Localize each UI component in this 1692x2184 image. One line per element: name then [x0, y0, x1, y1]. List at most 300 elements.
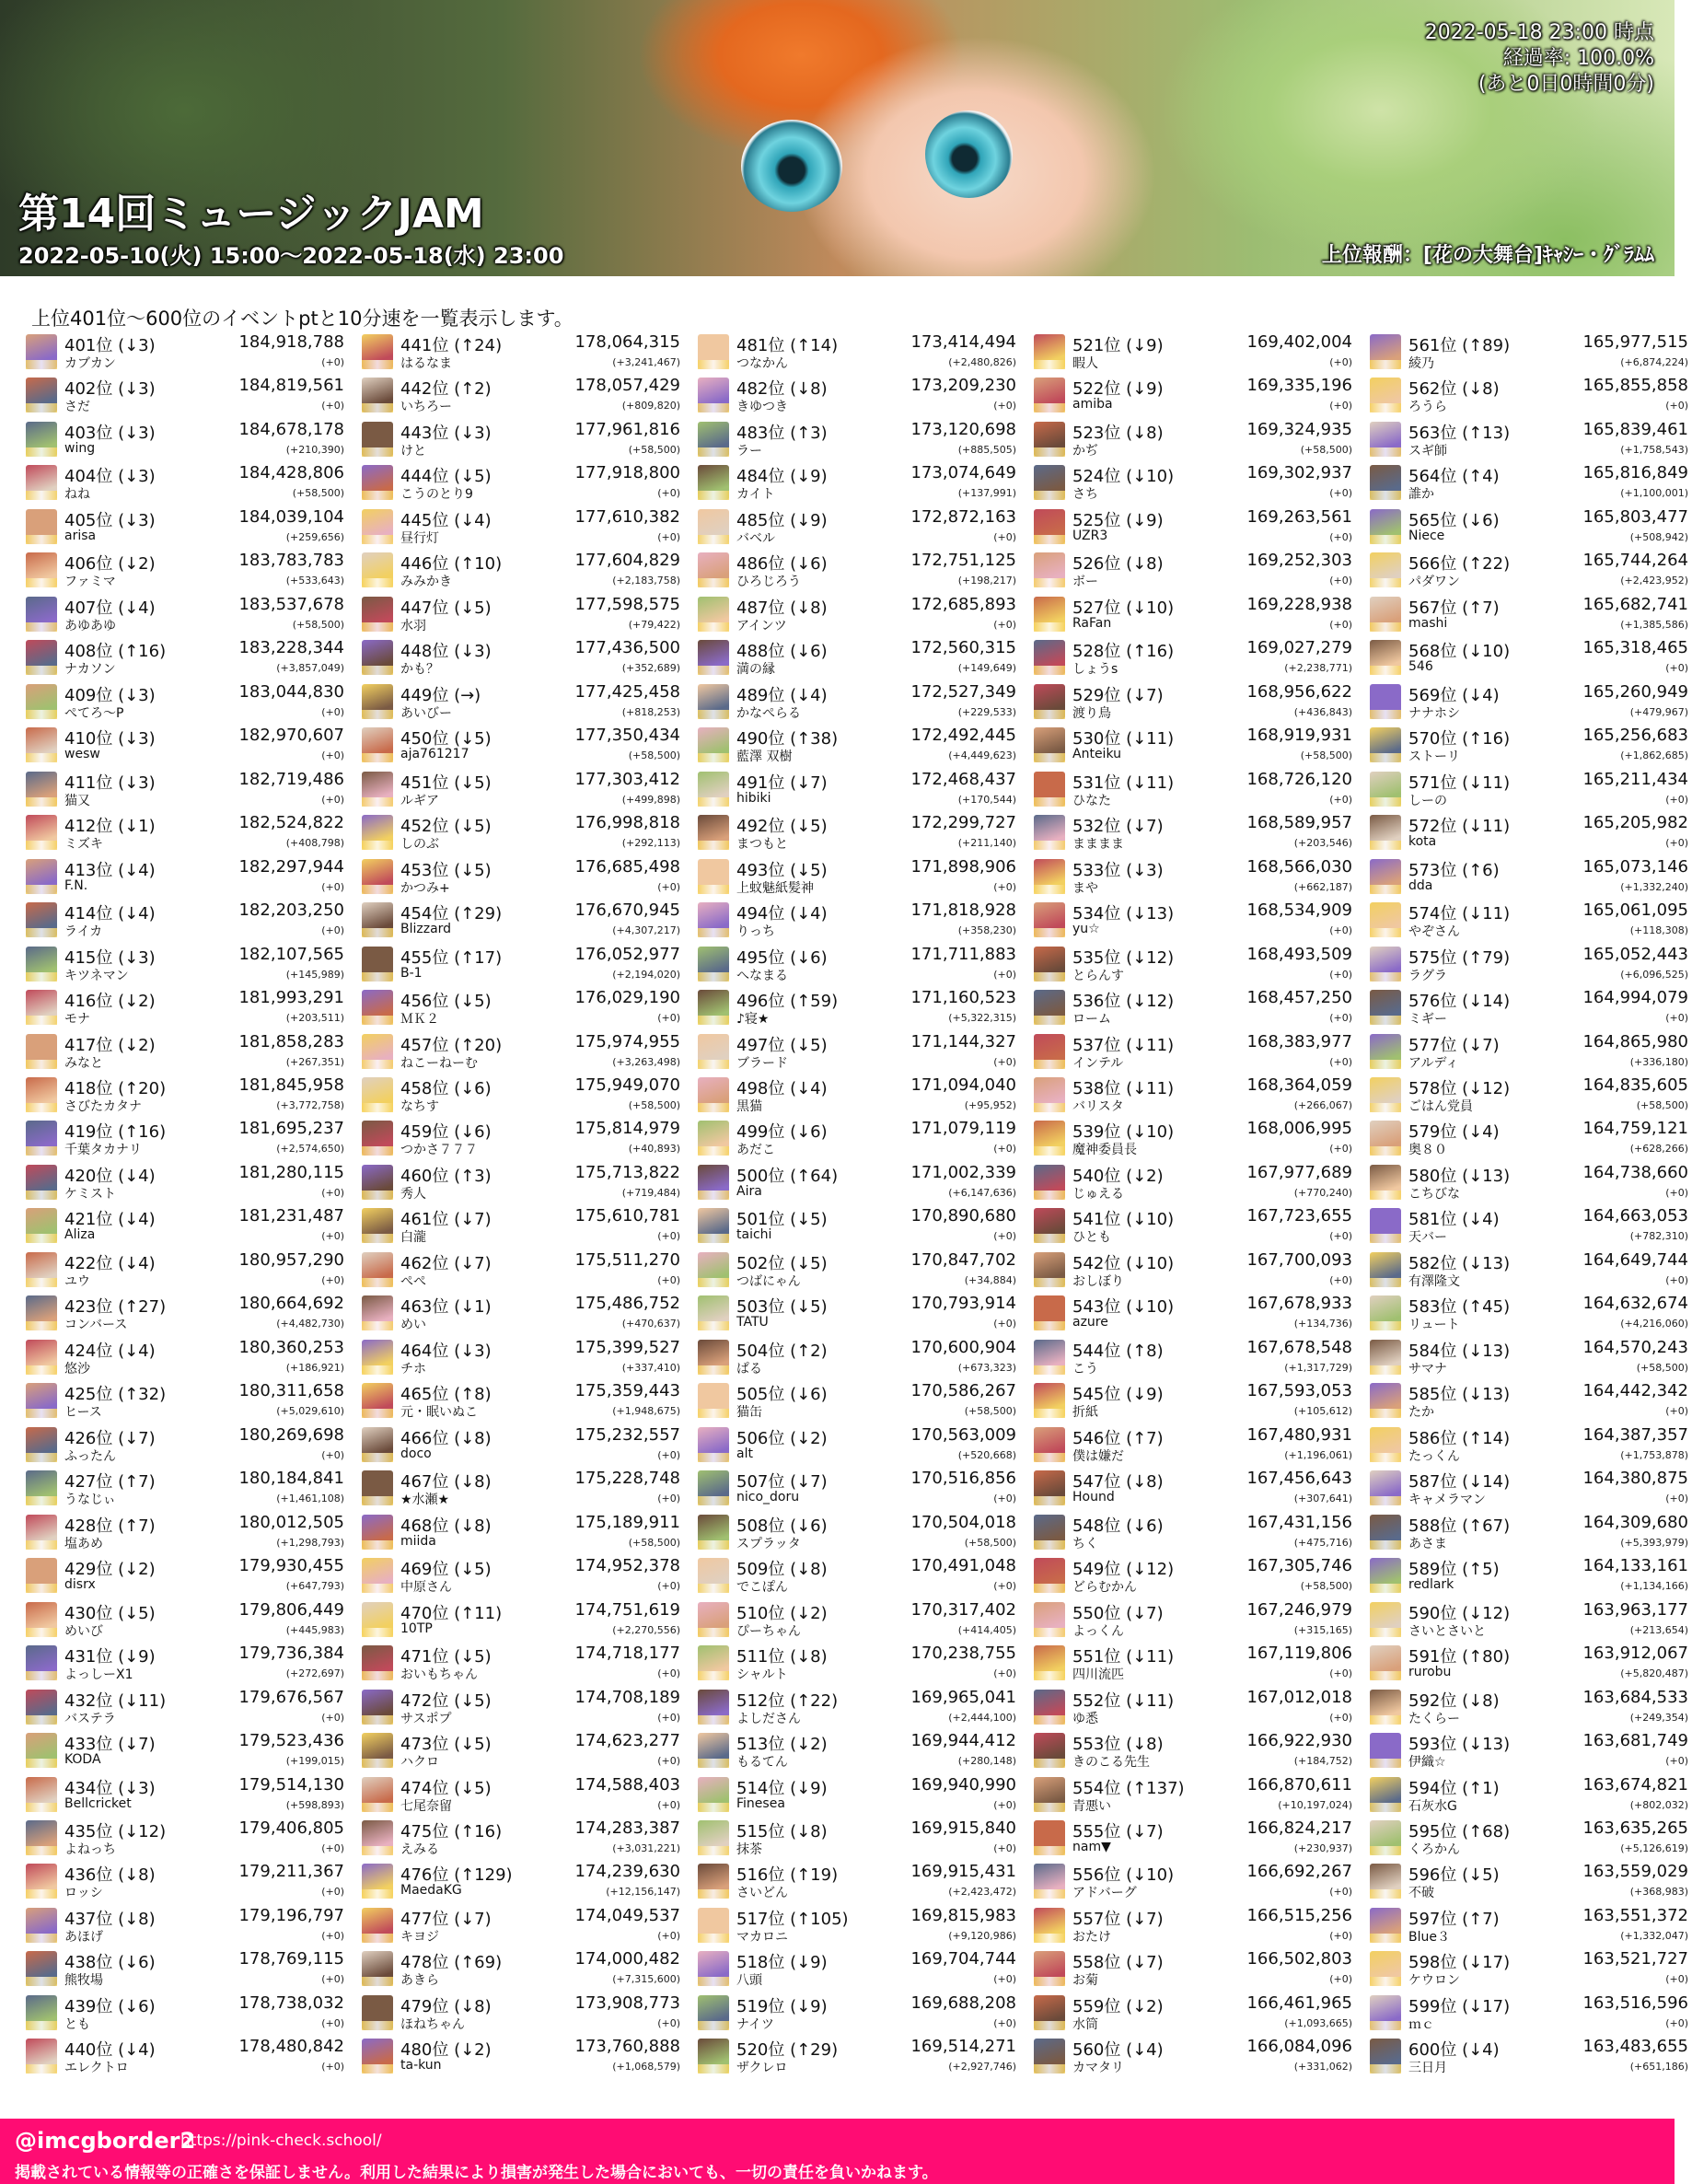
producer-name: Niece [1408, 528, 1445, 543]
producer-name: えみる [400, 1841, 439, 1857]
producer-name: 不破 [1408, 1886, 1434, 1901]
footer-url[interactable]: https://pink-check.school/ [180, 2132, 382, 2150]
ten-min-speed: (+266,067) [1293, 1098, 1352, 1111]
event-points: 176,052,977 [574, 944, 680, 964]
rank-label: 454位 (↑29) [400, 904, 503, 924]
event-points: 172,492,445 [910, 726, 1016, 746]
event-points: 182,203,250 [238, 900, 344, 921]
producer-name: MaedaKG [400, 1883, 462, 1899]
ten-min-speed: (+598,893) [285, 1798, 344, 1811]
event-points: 182,970,607 [238, 726, 344, 746]
rank-label: 496位 (↑59) [736, 992, 839, 1012]
ranking-row [1368, 1468, 1692, 1508]
ten-min-speed: (+12,156,147) [606, 1886, 680, 1899]
ten-min-speed: (+0) [993, 530, 1016, 543]
producer-name: 奥８０ [1408, 1143, 1447, 1158]
ten-min-speed: (+4,482,730) [276, 1318, 344, 1330]
ranking-row [696, 725, 1020, 765]
ranking-row [360, 419, 684, 459]
ranking-row [24, 375, 348, 415]
rank-label: 447位 (↓5) [400, 598, 492, 618]
producer-name: スプラッタ [736, 1536, 801, 1551]
event-points: 175,974,955 [574, 1031, 680, 1051]
event-points: 170,847,702 [910, 1249, 1016, 1270]
event-points: 175,949,070 [574, 1075, 680, 1095]
ranking-row [360, 1643, 684, 1683]
event-points: 184,819,561 [238, 376, 344, 396]
producer-name: シャルト [736, 1667, 788, 1683]
rank-label: 510位 (↓2) [736, 1603, 828, 1623]
ranking-row [1368, 812, 1692, 853]
producer-name: こう [1072, 1361, 1098, 1377]
ten-min-speed: (+1,332,240) [1620, 880, 1688, 893]
rank-label: 589位 (↑5) [1408, 1560, 1500, 1580]
producer-name: ナナホシ [1408, 705, 1460, 721]
ranking-row [1368, 1818, 1692, 1858]
rank-label: 578位 (↓12) [1408, 1078, 1511, 1098]
rank-label: 577位 (↓7) [1408, 1035, 1500, 1055]
ten-min-speed: (+280,148) [957, 1755, 1016, 1768]
event-points: 184,918,788 [238, 332, 344, 352]
ranking-row [360, 1424, 684, 1465]
event-points: 180,269,698 [238, 1424, 344, 1445]
rank-label: 483位 (↑3) [736, 423, 828, 443]
producer-name: 猫又 [64, 793, 90, 808]
ranking-row [360, 1555, 684, 1596]
rank-label: 554位 (↑137) [1072, 1778, 1185, 1798]
rank-label: 423位 (↑27) [64, 1297, 167, 1318]
event-points: 165,855,858 [1582, 376, 1688, 396]
avatar [1034, 772, 1065, 807]
avatar [1034, 1034, 1065, 1069]
avatar [1370, 684, 1401, 719]
ranking-row [24, 1861, 348, 1901]
avatar [1370, 1252, 1401, 1287]
rank-label: 600位 (↓4) [1408, 2040, 1500, 2061]
rank-label: 504位 (↑2) [736, 1341, 828, 1361]
avatar [362, 1427, 393, 1462]
ten-min-speed: (+0) [1665, 793, 1688, 806]
event-points: 179,406,805 [238, 1818, 344, 1838]
ranking-row [360, 944, 684, 984]
producer-name: ごはん党員 [1408, 1098, 1473, 1114]
avatar [698, 727, 729, 762]
avatar [1370, 772, 1401, 807]
avatar [26, 1340, 57, 1375]
event-points: 175,511,270 [574, 1249, 680, 1270]
producer-name: RaFan [1072, 615, 1112, 631]
producer-name: ちく [1072, 1536, 1098, 1551]
avatar [698, 1820, 729, 1855]
avatar [26, 815, 57, 850]
ten-min-speed: (+651,186) [1629, 2061, 1688, 2074]
ranking-row [696, 419, 1020, 459]
rank-label: 582位 (↓13) [1408, 1253, 1511, 1273]
ranking-row [696, 1162, 1020, 1202]
event-points: 164,738,660 [1582, 1162, 1688, 1182]
producer-name: ta-kun [400, 2058, 442, 2074]
producer-name: Aliza [64, 1227, 96, 1243]
avatar [26, 990, 57, 1025]
ten-min-speed: (+520,668) [957, 1448, 1016, 1461]
rank-label: 427位 (↑7) [64, 1472, 156, 1493]
ten-min-speed: (+436,843) [1293, 705, 1352, 718]
ten-min-speed: (+267,351) [285, 1055, 344, 1068]
ten-min-speed: (+0) [993, 1798, 1016, 1811]
producer-name: 千葉タカナリ [64, 1143, 142, 1158]
rank-label: 513位 (↓2) [736, 1735, 828, 1755]
ranking-row [1032, 681, 1356, 722]
ten-min-speed: (+0) [1329, 1273, 1352, 1286]
rank-label: 485位 (↓9) [736, 510, 828, 530]
ten-min-speed: (+0) [1329, 1711, 1352, 1724]
character-eye-right [925, 110, 1013, 198]
ranking-row [360, 1075, 684, 1115]
avatar [1034, 1690, 1065, 1725]
rank-label: 406位 (↓2) [64, 554, 156, 575]
producer-name: ミギー [1408, 1012, 1447, 1028]
producer-name: ラー [736, 443, 762, 459]
ranking-row [1032, 375, 1356, 415]
avatar [1370, 1034, 1401, 1069]
ten-min-speed: (+149,649) [957, 662, 1016, 675]
ten-min-speed: (+307,641) [1293, 1493, 1352, 1505]
avatar [1034, 597, 1065, 632]
ten-min-speed: (+5,322,315) [948, 1012, 1016, 1025]
producer-name: つばにゃん [736, 1273, 801, 1289]
ten-min-speed: (+0) [1329, 1230, 1352, 1243]
producer-name: しょうs [1072, 662, 1118, 678]
producer-name: サマナ [1408, 1361, 1447, 1377]
avatar [1370, 1295, 1401, 1330]
ranking-row [696, 1380, 1020, 1421]
event-points: 167,431,156 [1246, 1512, 1352, 1532]
avatar [26, 1121, 57, 1156]
event-points: 170,600,904 [910, 1337, 1016, 1357]
event-points: 164,380,875 [1582, 1469, 1688, 1489]
event-points: 167,700,093 [1246, 1249, 1352, 1270]
producer-name: あゆあゆ [64, 618, 116, 633]
avatar [362, 422, 393, 457]
ten-min-speed: (+0) [1665, 2016, 1688, 2029]
event-points: 174,623,277 [574, 1731, 680, 1751]
event-points: 184,678,178 [238, 419, 344, 439]
producer-name: ＭＫ２ [400, 1012, 439, 1028]
ten-min-speed: (+3,031,221) [612, 1841, 680, 1854]
rank-label: 597位 (↑7) [1408, 1909, 1500, 1929]
producer-name: amiba [1072, 397, 1113, 412]
event-points: 173,414,494 [910, 332, 1016, 352]
ten-min-speed: (+662,187) [1293, 880, 1352, 893]
ten-min-speed: (+0) [1329, 1929, 1352, 1942]
rank-label: 420位 (↓4) [64, 1166, 156, 1186]
ranking-row [696, 987, 1020, 1028]
producer-name: yu☆ [1072, 922, 1100, 937]
avatar [698, 1077, 729, 1112]
ranking-row [1368, 1249, 1692, 1290]
event-points: 175,228,748 [574, 1469, 680, 1489]
ranking-row [360, 331, 684, 372]
ranking-row [24, 769, 348, 809]
avatar [362, 1864, 393, 1899]
producer-name: こうのとり9 [400, 487, 473, 503]
footer-account[interactable]: @imcgborder2 [15, 2128, 196, 2154]
ten-min-speed: (+0) [1329, 1667, 1352, 1680]
ten-min-speed: (+184,752) [1293, 1755, 1352, 1768]
producer-name: あだこ [736, 1143, 775, 1158]
ranking-row [1368, 419, 1692, 459]
ten-min-speed: (+0) [1329, 1143, 1352, 1156]
producer-name: redlark [1408, 1577, 1454, 1593]
ten-min-speed: (+292,113) [621, 837, 680, 850]
ranking-row [696, 1075, 1020, 1115]
ranking-row [1368, 506, 1692, 547]
rank-label: 465位 (↑8) [400, 1385, 492, 1405]
ranking-row [360, 637, 684, 678]
producer-name: やぞさん [1408, 924, 1460, 940]
avatar [698, 1034, 729, 1069]
ranking-row [360, 1905, 684, 1946]
ranking-row [360, 1337, 684, 1377]
ten-min-speed: (+0) [1665, 1012, 1688, 1025]
event-points: 167,456,643 [1246, 1469, 1352, 1489]
event-points: 163,559,029 [1582, 1862, 1688, 1882]
event-points: 168,006,995 [1246, 1119, 1352, 1139]
rank-label: 539位 (↓10) [1072, 1122, 1175, 1143]
event-points: 168,493,509 [1246, 944, 1352, 964]
ten-min-speed: (+0) [657, 1230, 680, 1243]
event-points: 171,094,040 [910, 1075, 1016, 1095]
avatar [26, 859, 57, 894]
event-points: 180,664,692 [238, 1294, 344, 1314]
event-points: 168,919,931 [1246, 726, 1352, 746]
ten-min-speed: (+331,062) [1293, 2061, 1352, 2074]
ranking-row [696, 1818, 1020, 1858]
ten-min-speed: (+58,500) [1636, 1098, 1688, 1111]
rank-label: 411位 (↓3) [64, 773, 156, 793]
rank-label: 573位 (↑6) [1408, 860, 1500, 880]
ranking-row [696, 1948, 1020, 1989]
rank-label: 457位 (↑20) [400, 1035, 503, 1055]
event-points: 171,160,523 [910, 988, 1016, 1008]
ranking-row [1032, 1337, 1356, 1377]
event-points: 179,514,130 [238, 1774, 344, 1795]
ranking-row [696, 900, 1020, 940]
event-points: 174,952,378 [574, 1556, 680, 1576]
producer-name: ザクレロ [736, 2061, 788, 2076]
event-points: 166,824,217 [1246, 1818, 1352, 1838]
rank-label: 508位 (↓6) [736, 1516, 828, 1536]
rank-label: 530位 (↓11) [1072, 729, 1175, 749]
event-points: 166,515,256 [1246, 1905, 1352, 1925]
producer-name: taichi [736, 1227, 772, 1243]
ten-min-speed: (+0) [321, 1929, 344, 1942]
ten-min-speed: (+0) [1665, 837, 1688, 850]
event-points: 170,238,755 [910, 1644, 1016, 1664]
producer-name: ♪寝★ [736, 1012, 770, 1028]
ten-min-speed: (+5,126,619) [1620, 1841, 1688, 1854]
avatar [1034, 1208, 1065, 1243]
avatar [1370, 1558, 1401, 1593]
rank-label: 455位 (↑17) [400, 947, 503, 968]
avatar [698, 1340, 729, 1375]
avatar [1034, 727, 1065, 762]
ranking-row [1032, 1555, 1356, 1596]
ranking-row [24, 1992, 348, 2033]
ranking-row [1368, 725, 1692, 765]
producer-name: よしださん [736, 1711, 801, 1726]
producer-name: ケウロン [1408, 1973, 1460, 1989]
producer-name: けと [400, 443, 426, 459]
avatar [1034, 1295, 1065, 1330]
event-points: 173,908,773 [574, 1992, 680, 2013]
avatar [1370, 1864, 1401, 1899]
avatar [26, 422, 57, 457]
event-points: 167,012,018 [1246, 1687, 1352, 1707]
rank-label: 448位 (↓3) [400, 642, 492, 662]
event-points: 165,977,515 [1582, 332, 1688, 352]
avatar [362, 684, 393, 719]
producer-name: UZR3 [1072, 528, 1108, 543]
rank-label: 498位 (↓4) [736, 1078, 828, 1098]
rank-label: 527位 (↓10) [1072, 598, 1175, 618]
event-points: 173,760,888 [574, 2037, 680, 2057]
rank-label: 408位 (↑16) [64, 642, 167, 662]
avatar [1370, 1820, 1401, 1855]
rank-label: 524位 (↓10) [1072, 467, 1175, 487]
producer-name: あいびー [400, 705, 452, 721]
ten-min-speed: (+1,461,108) [276, 1493, 344, 1505]
ten-min-speed: (+210,390) [285, 443, 344, 456]
producer-name: 暇人 [1072, 356, 1098, 371]
rank-label: 440位 (↓4) [64, 2040, 156, 2061]
ranking-row [1032, 1205, 1356, 1246]
ranking-row [24, 681, 348, 722]
ten-min-speed: (+628,266) [1629, 1143, 1688, 1156]
rank-label: 414位 (↓4) [64, 904, 156, 924]
ten-min-speed: (+105,612) [1293, 1405, 1352, 1418]
ranking-row [1368, 987, 1692, 1028]
rank-label: 438位 (↓6) [64, 1953, 156, 1973]
event-points: 179,930,455 [238, 1556, 344, 1576]
ten-min-speed: (+213,654) [1629, 1623, 1688, 1636]
avatar [1034, 1820, 1065, 1855]
avatar [1370, 465, 1401, 500]
rank-label: 599位 (↓17) [1408, 1996, 1511, 2016]
ranking-row [1032, 1774, 1356, 1815]
producer-name: インテル [1072, 1055, 1124, 1071]
rank-label: 534位 (↓13) [1072, 904, 1175, 924]
event-points: 166,922,930 [1246, 1731, 1352, 1751]
rank-label: 520位 (↑29) [736, 2040, 839, 2061]
ranking-row [1368, 1075, 1692, 1115]
avatar [698, 640, 729, 675]
ten-min-speed: (+2,423,472) [948, 1886, 1016, 1899]
avatar [26, 2039, 57, 2074]
ranking-row [1032, 506, 1356, 547]
ranking-row [1368, 944, 1692, 984]
ranking-row [24, 987, 348, 1028]
event-points: 169,688,208 [910, 1992, 1016, 2013]
ten-min-speed: (+0) [321, 400, 344, 412]
ranking-row [24, 1948, 348, 1989]
rank-label: 495位 (↓6) [736, 947, 828, 968]
ten-min-speed: (+0) [1329, 1973, 1352, 1986]
ten-min-speed: (+0) [993, 1667, 1016, 1680]
ten-min-speed: (+0) [321, 1973, 344, 1986]
event-points: 179,523,436 [238, 1731, 344, 1751]
ranking-row [1368, 2036, 1692, 2076]
ranking-row [696, 594, 1020, 634]
rank-label: 585位 (↓13) [1408, 1385, 1511, 1405]
ranking-row [696, 1774, 1020, 1815]
ten-min-speed: (+0) [1665, 400, 1688, 412]
avatar [698, 772, 729, 807]
rank-label: 502位 (↓5) [736, 1253, 828, 1273]
producer-name: ひろじろう [736, 575, 801, 590]
producer-name: 塩あめ [64, 1536, 103, 1551]
producer-name: 僕は嫌だ [1072, 1448, 1124, 1464]
ranking-row [24, 1380, 348, 1421]
rank-label: 570位 (↑16) [1408, 729, 1511, 749]
event-points: 175,814,979 [574, 1119, 680, 1139]
ranking-row [24, 1512, 348, 1552]
producer-name: disrx [64, 1577, 96, 1593]
rank-label: 439位 (↓6) [64, 1996, 156, 2016]
producer-name: 青悪い [1072, 1798, 1111, 1814]
avatar [362, 1252, 393, 1287]
producer-name: ぴーちゃん [736, 1623, 801, 1639]
ten-min-speed: (+58,500) [292, 487, 344, 500]
ranking-row [360, 725, 684, 765]
event-points: 165,803,477 [1582, 506, 1688, 527]
rank-label: 537位 (↓11) [1072, 1035, 1175, 1055]
producer-name: Blue３ [1408, 1929, 1450, 1945]
rank-label: 576位 (↓14) [1408, 992, 1511, 1012]
producer-name: arisa [64, 528, 97, 543]
ranking-row [1032, 1861, 1356, 1901]
event-points: 177,604,829 [574, 551, 680, 571]
producer-name: KODA [64, 1752, 101, 1768]
rank-label: 512位 (↑22) [736, 1690, 839, 1711]
ranking-row [24, 1643, 348, 1683]
rank-label: 543位 (↓10) [1072, 1297, 1175, 1318]
avatar [698, 1295, 729, 1330]
event-points: 183,783,783 [238, 551, 344, 571]
ten-min-speed: (+5,029,610) [276, 1405, 344, 1418]
rank-label: 540位 (↓2) [1072, 1166, 1164, 1186]
rank-label: 488位 (↓6) [736, 642, 828, 662]
avatar [26, 465, 57, 500]
ranking-row [1368, 1643, 1692, 1683]
event-points: 172,685,893 [910, 594, 1016, 614]
avatar [698, 552, 729, 587]
rank-label: 557位 (↓7) [1072, 1909, 1164, 1929]
avatar [698, 859, 729, 894]
event-points: 183,537,678 [238, 594, 344, 614]
avatar [362, 902, 393, 937]
producer-name: はるなま [400, 356, 452, 371]
avatar [698, 684, 729, 719]
producer-name: kota [1408, 834, 1437, 850]
ten-min-speed: (+1,753,878) [1620, 1448, 1688, 1461]
ranking-column [696, 331, 1020, 2102]
ten-min-speed: (+336,180) [1629, 1055, 1688, 1068]
avatar [26, 684, 57, 719]
rank-label: 444位 (↓5) [400, 467, 492, 487]
avatar [1370, 1602, 1401, 1637]
producer-name: 誰か [1408, 487, 1434, 503]
